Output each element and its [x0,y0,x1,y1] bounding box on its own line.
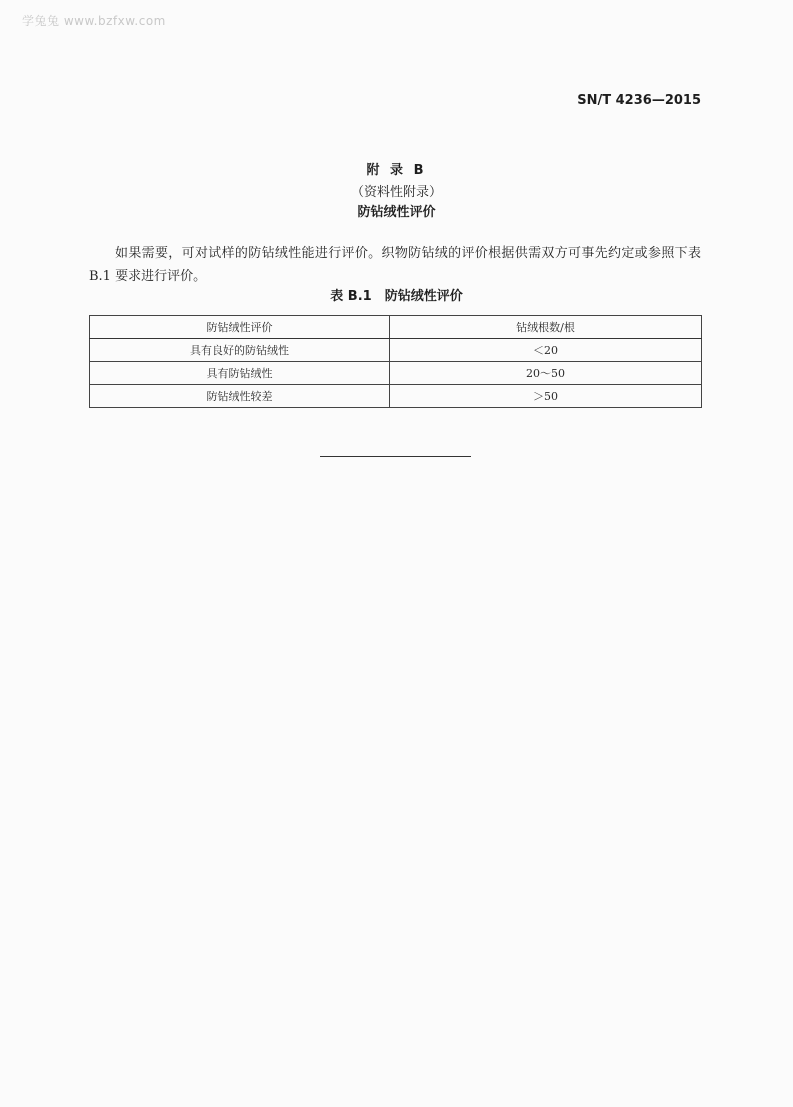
table-cell: 具有防钻绒性 [90,362,390,385]
standard-code: SN/T 4236—2015 [577,93,701,108]
end-rule-divider [320,456,471,457]
table-header-cell: 防钻绒性评价 [90,316,390,339]
table-cell: 20～50 [390,362,702,385]
table-row [90,362,702,385]
table-cell: 防钻绒性较差 [90,385,390,408]
watermark: 学兔兔 www.bzfxw.com [22,14,166,28]
annex-name: 防钻绒性评价 [357,205,436,220]
table-cell: ＜20 [390,339,702,362]
table-caption: 表 B.1 防钻绒性评价 [330,289,463,304]
table-row [90,385,702,408]
table-header-row [90,316,702,339]
table-cell: ＞50 [390,385,702,408]
table-row [90,339,702,362]
table-header-cell: 钻绒根数/根 [390,316,702,339]
annex-subtitle: （资料性附录） [350,185,442,200]
evaluation-table [89,315,702,408]
table-cell: 具有良好的防钻绒性 [90,339,390,362]
annex-title: 附 录 B [366,163,427,178]
body-paragraph: 如果需要，可对试样的防钻绒性能进行评价。织物防钻绒的评价根据供需双方可事先约定或参照下表 B.1 要求进行评价。 [89,246,701,284]
